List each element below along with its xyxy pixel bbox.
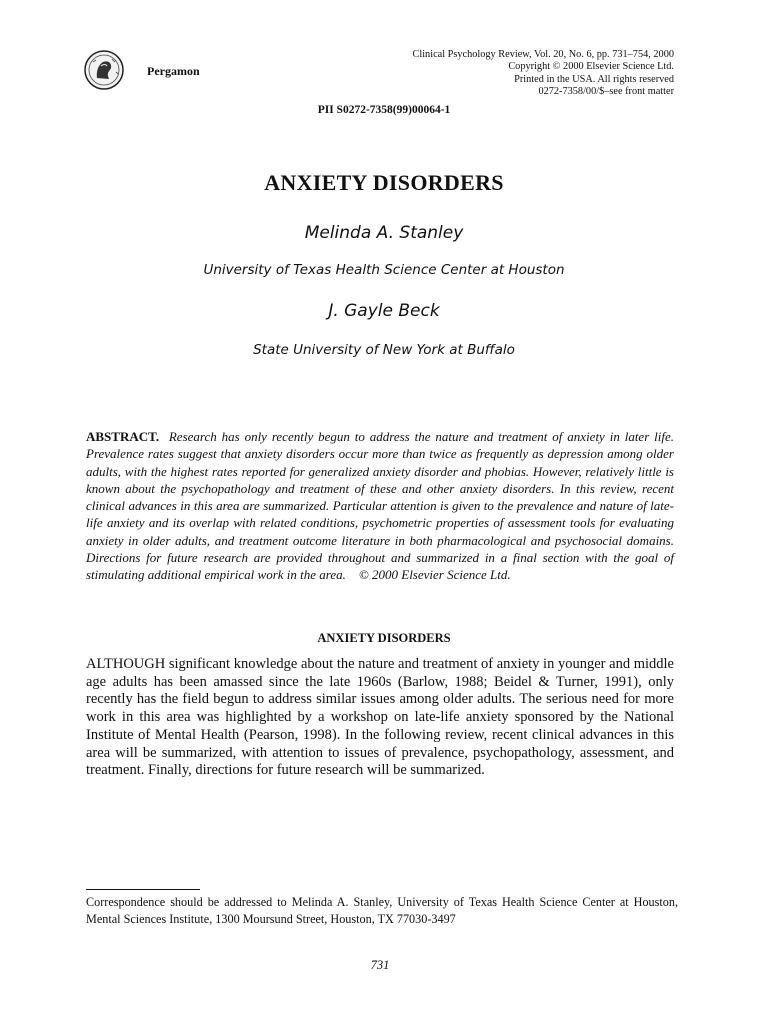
publisher-name: Pergamon [147, 64, 200, 78]
issn-line: 0272-7358/00/$–see front matter [538, 85, 674, 97]
author-affiliation: State University of New York at Buffalo [253, 342, 515, 358]
correspondence-footnote: Correspondence should be addressed to Melinda A. Stanley, University of Texas Health Science Center at Houston, Mental Sciences Institute, 1300 Moursund Street, Houston, TX 77030-3497 [86, 895, 678, 926]
author-affiliation: University of Texas Health Science Center at Houston [203, 262, 565, 278]
pii-identifier: PII S0272-7358(99)00064-1 [317, 104, 451, 116]
elsevier-tree-logo-icon [84, 50, 124, 90]
section-heading: ANXIETY DISORDERS [317, 631, 451, 645]
printed-line: Printed in the USA. All rights reserved [514, 73, 674, 85]
article-title: ANXIETY DISORDERS [264, 170, 504, 195]
author-name: J. Gayle Beck [328, 301, 440, 321]
author-name: Melinda A. Stanley [304, 223, 464, 243]
abstract-text: Research has only recently begun to address the nature and treatment of anxiety in later life. Prevalence rates suggest that anxiety disorders occur more than twice as frequently as depression among older adults, with the highest rates reported for generalized anxiety disorder and phobias. However, relatively little is known about the psychopathology and treatment of these and other anxiety disorders. In this review, recent clinical advances in this area are summarized. Particular attention is given to the prevalence and nature of late-life anxiety and its overlap with related conditions, psychometric properties of assessment tools for evaluating anxiety in older adults, and treatment outcome literature in both pharmacological and psychosocial domains. Directions for future research are provided throughout and summarized in a final section with the goal of stimulating additional empirical work in the area. [86, 429, 674, 583]
journal-citation-line: Clinical Psychology Review, Vol. 20, No. 6, pp. 731–754, 2000 [412, 49, 674, 60]
abstract [86, 428, 674, 584]
abstract-label: ABSTRACT. [86, 429, 160, 444]
footnote-divider [86, 889, 200, 890]
journal-citation-block [334, 49, 674, 98]
page-number: 731 [370, 958, 390, 972]
abstract-copyright: © 2000 Elsevier Science Ltd. [358, 567, 511, 583]
intro-paragraph: ALTHOUGH significant knowledge about the nature and treatment of anxiety in younger and middle age adults has been amassed since the late 1960s (Barlow, 1988; Beidel & Turner, 1991), only recently has the field begun to address similar issues among older adults. The serious need for more work in this area was highlighted by a workshop on late-life anxiety sponsored by the National Institute of Mental Health (Pearson, 1998). In the following review, recent clinical advances in this area will be summarized, with attention to issues of prevalence, psychopathology, assessment, and treatment. Finally, directions for future research will be summarized. [86, 656, 674, 779]
copyright-line: Copyright © 2000 Elsevier Science Ltd. [508, 61, 674, 73]
